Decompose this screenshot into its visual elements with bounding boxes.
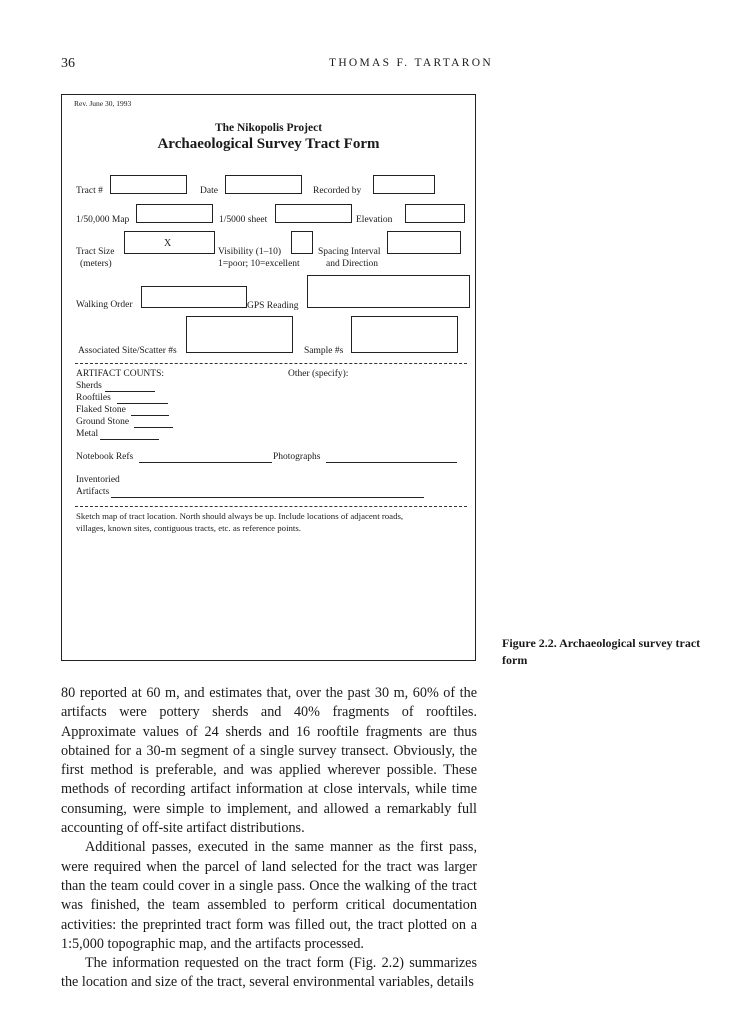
spacing-label: Spacing Interval [318, 247, 381, 257]
tract-size-x: X [164, 238, 172, 249]
map-label: 1/50,000 Map [76, 215, 130, 225]
notebook-line [139, 462, 272, 463]
photographs-label: Photographs [273, 452, 321, 462]
walking-order-label: Walking Order [76, 300, 133, 310]
elevation-label: Elevation [356, 215, 393, 225]
associated-label: Associated Site/Scatter #s [78, 346, 177, 356]
paragraph: 80 reported at 60 m, and estimates that, over the past 30 m, 60% of the artifacts were pottery sherds and 40% fragments of rooftiles. Approximate values of 24 sherds and 16 rooftile fragments are thus obtained for a 30-m segment of a single survey transect. Obviously, the first method is preferable, and was applied wherever possible. These methods of recording artifact information at close intervals, while time consuming, were simple to implement, and allowed a remarkably full accounting of off-site artifact distributions. [61, 685, 477, 837]
divider-2 [75, 506, 467, 507]
divider-1 [75, 363, 467, 364]
form-title: Archaeological Survey Tract Form [157, 136, 380, 152]
ground-stone-line [134, 427, 173, 428]
sample-label: Sample #s [304, 346, 344, 356]
artifact-counts-label: ARTIFACT COUNTS: [76, 369, 165, 379]
recorded-by-box [373, 175, 435, 194]
walking-order-box [141, 286, 247, 308]
notebook-label: Notebook Refs [76, 452, 134, 462]
paragraph: Additional passes, executed in the same manner as the first pass, were required when the parcel of land selected for the tract was larger than the team could cover in a single pass. Once the walking of the tract was finished, the team assembled to perform critical documentation activities: the preprinted tract form was filled out, the tract plotted on a 1:5,000 topographic map, and the artifacts processed. [61, 839, 477, 952]
page-number: 36 [61, 56, 75, 71]
visibility-box [291, 231, 313, 254]
other-label: Other (specify): [288, 369, 349, 379]
figure-caption: Figure 2.2. Archaeological survey tract form [502, 636, 701, 667]
form-project: The Nikopolis Project [214, 122, 323, 134]
running-head: THOMAS F. TARTARON [329, 57, 493, 69]
body-text [61, 684, 477, 993]
sheet-box [275, 204, 352, 223]
artifact-metal: Metal [76, 429, 99, 439]
inventoried-label: Inventoried [76, 475, 120, 485]
artifact-ground-stone: Ground Stone [76, 417, 130, 427]
artifact-sherds: Sherds [76, 381, 102, 391]
map-box [136, 204, 213, 223]
meters-label: (meters) [80, 259, 112, 269]
inventoried-artifacts-label: Artifacts [76, 487, 110, 497]
rooftiles-line [117, 403, 168, 404]
spacing-box [387, 231, 461, 254]
sample-box [351, 316, 458, 353]
date-label: Date [200, 186, 218, 196]
inventoried-line [111, 497, 424, 498]
direction-label: and Direction [326, 259, 378, 269]
gps-label: GPS Reading [247, 301, 299, 311]
associated-box [186, 316, 293, 353]
paragraph: The information requested on the tract form (Fig. 2.2) summarizes the location and size of the tract, several environmental variables, details [61, 955, 477, 991]
flaked-stone-line [131, 415, 169, 416]
form-revision: Rev. June 30, 1993 [74, 99, 132, 108]
sketch-instructions-1: Sketch map of tract location. North should always be up. Include locations of adjacent roads, [76, 511, 404, 521]
sheet-label: 1/5000 sheet [219, 215, 268, 225]
date-box [225, 175, 302, 194]
artifact-rooftiles: Rooftiles [76, 393, 111, 403]
elevation-box [405, 204, 465, 223]
photographs-line [326, 462, 457, 463]
sketch-instructions-2: villages, known sites, contiguous tracts, etc. as reference points. [76, 523, 301, 533]
tract-label: Tract # [76, 186, 103, 196]
sherds-line [105, 391, 155, 392]
metal-line [100, 439, 159, 440]
recorded-by-label: Recorded by [313, 186, 362, 196]
tract-box [110, 175, 187, 194]
visibility-scale: 1=poor; 10=excellent [218, 259, 300, 269]
artifact-flaked-stone: Flaked Stone [76, 405, 126, 415]
gps-box [307, 275, 470, 308]
survey-tract-form [61, 94, 476, 661]
visibility-label: Visibility (1–10) [218, 247, 282, 257]
tract-size-label: Tract Size [76, 247, 115, 257]
